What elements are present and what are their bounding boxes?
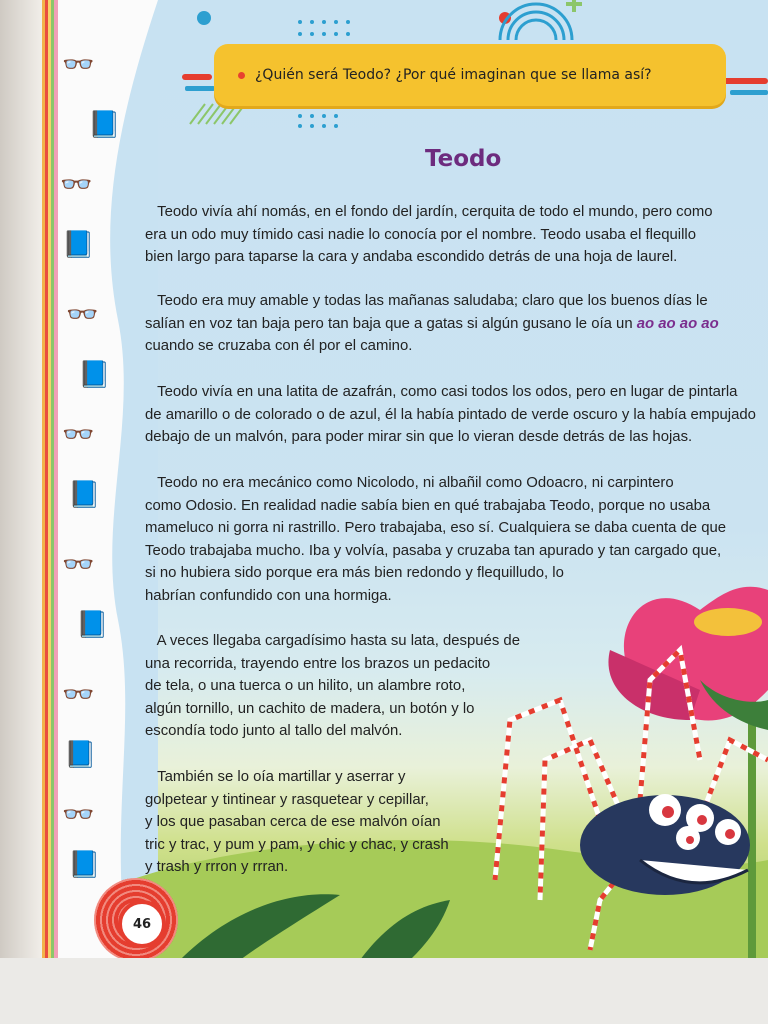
book-icon: 📘 bbox=[62, 230, 95, 260]
glasses-icon: 👓 bbox=[62, 550, 95, 580]
paragraph-line: algún tornillo, un cachito de madera, un botón y lo bbox=[145, 700, 475, 717]
paragraph-line: Teodo era muy amable y todas las mañanas saludaba; claro que los buenos días le bbox=[145, 293, 708, 309]
story-title: Teodo bbox=[425, 146, 502, 172]
sound-highlight: ao ao ao ao bbox=[636, 315, 719, 332]
paragraph-line: era un odo muy tímido casi nadie lo conocía por el nombre. Teodo usaba el flequillo bbox=[145, 226, 697, 243]
paragraph-line: como Odosio. En realidad nadie sabía bien en qué trabajaba Teodo, porque no usaba bbox=[145, 497, 711, 514]
paragraph-line: una recorrida, trayendo entre los brazos un pedacito bbox=[145, 655, 491, 672]
book-icon: 📘 bbox=[68, 850, 101, 880]
glasses-icon: 👓 bbox=[62, 680, 95, 710]
book-icon: 📘 bbox=[64, 740, 97, 770]
paragraph-line: y trash y rrron y rrran. bbox=[145, 859, 289, 876]
paragraph-6 bbox=[145, 766, 449, 879]
paragraph-line: Teodo trabajaba mucho. Iba y volvía, pasaba y cruzaba tan apurado y tan cargado que, bbox=[145, 542, 722, 559]
paragraph-line: Teodo vivía ahí nomás, en el fondo del jardín, cerquita de todo el mundo, pero como bbox=[145, 204, 713, 220]
paragraph-line: Teodo no era mecánico como Nicolodo, ni albañil como Odoacro, ni carpintero bbox=[145, 475, 674, 491]
book-icon: 📘 bbox=[78, 360, 111, 390]
paragraph-1 bbox=[145, 201, 713, 269]
paragraph-2 bbox=[145, 290, 719, 358]
glasses-icon: 👓 bbox=[62, 420, 95, 450]
paragraph-line: salían en voz tan baja pero tan baja que a gatas si algún gusano le oía un bbox=[145, 315, 637, 332]
paragraph-line: Teodo vivía en una latita de azafrán, como casi todos los odos, pero en lugar de pintarla bbox=[145, 384, 738, 400]
paragraph-line: habrían confundido con una hormiga. bbox=[145, 587, 392, 604]
page-bottom-margin bbox=[0, 958, 768, 1024]
paragraph-line: de tela, o una tuerca o un hilito, un alambre roto, bbox=[145, 678, 466, 695]
glasses-icon: 👓 bbox=[66, 300, 99, 330]
glasses-icon: 👓 bbox=[60, 170, 93, 200]
paragraph-line: y los que pasaban cerca de ese malvón oían bbox=[145, 814, 441, 831]
glasses-icon: 👓 bbox=[62, 800, 95, 830]
paragraph-line: escondía todo junto al tallo del malvón. bbox=[145, 723, 403, 740]
paragraph-line: A veces llegaba cargadísimo hasta su lata, después de bbox=[145, 633, 520, 649]
paragraph-4 bbox=[145, 472, 726, 608]
paragraph-line: También se lo oía martillar y aserrar y bbox=[145, 769, 406, 785]
page-number: 46 bbox=[118, 900, 166, 948]
paragraph-line: golpetear y tintinear y rasquetear y cepillar, bbox=[145, 791, 429, 808]
book-icon: 📘 bbox=[76, 610, 109, 640]
book-icon: 📘 bbox=[68, 480, 101, 510]
paragraph-line: mameluco ni gorra ni rastrillo. Pero trabajaba, eso sí. Cualquiera se daba cuenta de que bbox=[145, 520, 727, 537]
paragraph-line: si no hubiera sido porque era más bien redondo y flequilludo, lo bbox=[145, 565, 564, 582]
glasses-icon: 👓 bbox=[62, 50, 95, 80]
book-icon: 📘 bbox=[88, 110, 121, 140]
question-text: ¿Quién será Teodo? ¿Por qué imaginan que se llama así? bbox=[255, 67, 652, 83]
paragraph-line: tric y trac, y pum y pam, y chic y chac, y crash bbox=[145, 836, 449, 853]
paragraph-3 bbox=[145, 381, 756, 449]
paragraph-5 bbox=[145, 630, 520, 743]
paragraph-line: debajo de un malvón, para poder mirar sin que lo vieran desde detrás de las hojas. bbox=[145, 429, 693, 446]
paragraph-line: bien largo para taparse la cara y andaba escondido detrás de una hoja de laurel. bbox=[145, 249, 678, 266]
paragraph-line: de amarillo o de colorado o de azul, él la había pintado de verde oscuro y la había empujado bbox=[145, 406, 756, 423]
paragraph-line: cuando se cruzaba con él por el camino. bbox=[145, 338, 413, 355]
